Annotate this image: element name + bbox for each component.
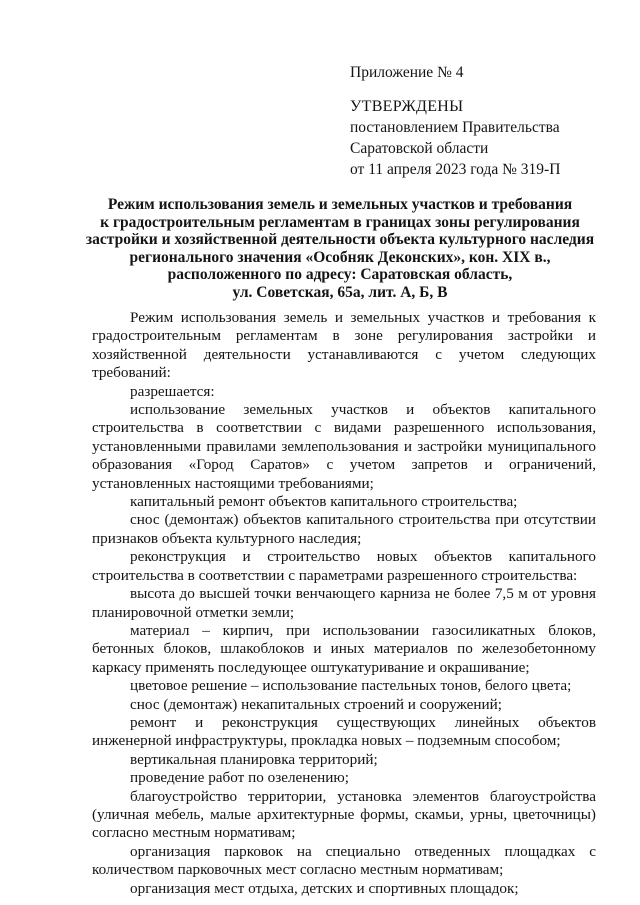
body-paragraph: высота до высшей точки венчающего карниза не более 7,5 м от уровня планировочной отметки земли; bbox=[92, 585, 596, 621]
body-paragraph: реконструкция и строительство новых объектов капитального строительства в соответствии с параметрами разрешенного строительства: bbox=[92, 548, 596, 584]
body-paragraph: цветовое решение – использование пастельных тонов, белого цвета; bbox=[130, 677, 572, 695]
body-paragraph: снос (демонтаж) некапитальных строений и сооружений; bbox=[130, 695, 503, 713]
title-line: к градостроительным регламентам в границах зоны регулирования bbox=[100, 213, 580, 231]
annex-number: Приложение № 4 bbox=[350, 64, 464, 81]
body-paragraph: благоустройство территории, установка элементов благоустройства (уличная мебель, малые архитектурные формы, скамьи, урны, цветочницы) согласно местным нормативам; bbox=[92, 787, 596, 842]
body-paragraph: материал – кирпич, при использовании газосиликатных блоков, бетонных блоков, шлакоблоков и иных материалов по железобетонному каркасу применять последующее оштукатуривание и окрашивание; bbox=[92, 621, 596, 676]
approval-block bbox=[350, 62, 610, 180]
body-paragraph: разрешается: bbox=[130, 382, 215, 400]
approval-line: постановлением Правительства bbox=[350, 119, 560, 136]
document-title bbox=[80, 196, 600, 302]
title-line: Режим использования земель и земельных участков и требования bbox=[107, 196, 573, 213]
body-paragraph: снос (демонтаж) объектов капитального строительства при отсутствии признаков объекта культурного наследия; bbox=[92, 511, 596, 547]
body-paragraph: ремонт и реконструкция существующих линейных объектов инженерной инфраструктуры, прокладка новых – подземным способом; bbox=[92, 713, 596, 750]
body-paragraph: организация мест отдыха, детских и спортивных площадок; bbox=[130, 879, 519, 897]
approval-line: от 11 апреля 2023 года № 319-П bbox=[350, 161, 561, 178]
title-line: ул. Советская, 65а, лит. А, Б, В bbox=[232, 283, 448, 301]
body-paragraph: вертикальная планировка территорий; bbox=[130, 750, 378, 768]
body-paragraph: организация парковок на специально отведенных площадках с количеством парковочных мест согласно местным нормативам; bbox=[92, 842, 596, 879]
body-paragraph: капитальный ремонт объектов капитального строительства; bbox=[130, 493, 518, 511]
body-paragraph: использование земельных участков и объектов капитального строительства в соответствии с видами разрешенного использования, установленными правилами землепользования и застройки муниципального образования «Город Саратов» с учетом запретов и ограничений, установленных настоящими требованиями; bbox=[92, 401, 596, 492]
title-line: застройки и хозяйственной деятельности объекта культурного наследия bbox=[85, 231, 595, 249]
title-line: регионального значения «Особняк Деконских», кон. XIX в., bbox=[129, 248, 551, 266]
body-paragraph: проведение работ по озеленению; bbox=[130, 769, 349, 787]
approval-line: Саратовской области bbox=[350, 140, 489, 157]
approved-heading: УТВЕРЖДЕНЫ bbox=[350, 98, 464, 115]
document-body bbox=[92, 309, 596, 898]
body-paragraph: Режим использования земель и земельных участков и требования к градостроительным регламентам в зоне регулирования застройки и хозяйственной деятельности устанавливаются с учетом следующих требований: bbox=[92, 309, 596, 382]
title-line: расположенного по адресу: Саратовская область, bbox=[167, 266, 513, 284]
